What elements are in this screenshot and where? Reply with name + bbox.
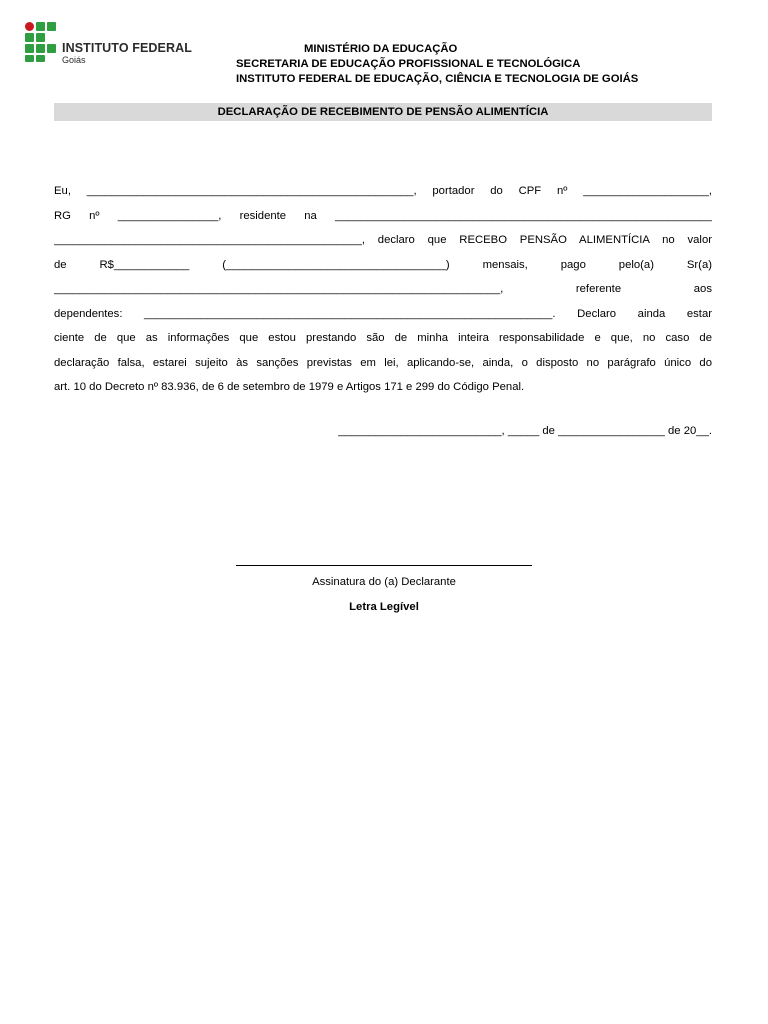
logo-square-icon <box>36 22 45 31</box>
signature-line <box>236 565 532 566</box>
logo-subtitle: Goiás <box>62 55 86 65</box>
logo-title: INSTITUTO FEDERAL <box>62 41 192 55</box>
declaration-line: Eu, ____________________________________________________, portador do CPF nº ____________________, <box>54 185 712 197</box>
declaration-line: _________________________________________________, declaro que RECEBO PENSÃO ALIMENTÍCIA no valor <box>54 234 712 246</box>
logo-square-icon <box>25 55 34 62</box>
header-ministry: MINISTÉRIO DA EDUCAÇÃO <box>304 43 458 55</box>
logo-square-icon <box>36 44 45 53</box>
logo-circle-icon <box>25 22 34 31</box>
logo-square-icon <box>36 33 45 42</box>
institution-logo <box>25 22 205 66</box>
logo-square-icon <box>25 44 34 53</box>
logo-square-icon <box>25 33 34 42</box>
declaration-line: de R$____________ (___________________________________) mensais, pago pelo(a) Sr(a) <box>54 258 712 271</box>
logo-square-icon <box>47 22 56 31</box>
signature-label: Assinatura do (a) Declarante <box>312 576 456 588</box>
declaration-line: RG nº ________________, residente na ____________________________________________________________ <box>54 209 712 222</box>
signature-note: Letra Legível <box>349 601 419 613</box>
logo-square-icon <box>47 44 56 53</box>
date-line: __________________________, _____ de _________________ de 20__. <box>338 425 712 437</box>
declaration-line: declaração falsa, estarei sujeito às sanções previstas em lei, aplicando-se, ainda, o disposto no parágrafo único do <box>54 356 712 369</box>
declaration-line: dependentes: _________________________________________________________________. Declaro ainda estar <box>54 307 712 320</box>
logo-square-icon <box>36 55 45 62</box>
declaration-body <box>54 179 712 400</box>
header-secretariat: SECRETARIA DE EDUCAÇÃO PROFISSIONAL E TECNOLÓGICA <box>236 58 581 70</box>
declaration-line: art. 10 do Decreto nº 83.936, de 6 de setembro de 1979 e Artigos 171 e 299 do Código Penal. <box>54 381 525 393</box>
declaration-line: _______________________________________________________________________, referente aos <box>54 283 712 295</box>
declaration-line: ciente de que as informações que estou prestando são de minha inteira responsabilidade e que, no caso de <box>54 332 712 344</box>
header-institute: INSTITUTO FEDERAL DE EDUCAÇÃO, CIÊNCIA E TECNOLOGIA DE GOIÁS <box>236 73 639 85</box>
document-title: DECLARAÇÃO DE RECEBIMENTO DE PENSÃO ALIMENTÍCIA <box>54 103 712 121</box>
logo-grid-icon <box>25 22 59 62</box>
